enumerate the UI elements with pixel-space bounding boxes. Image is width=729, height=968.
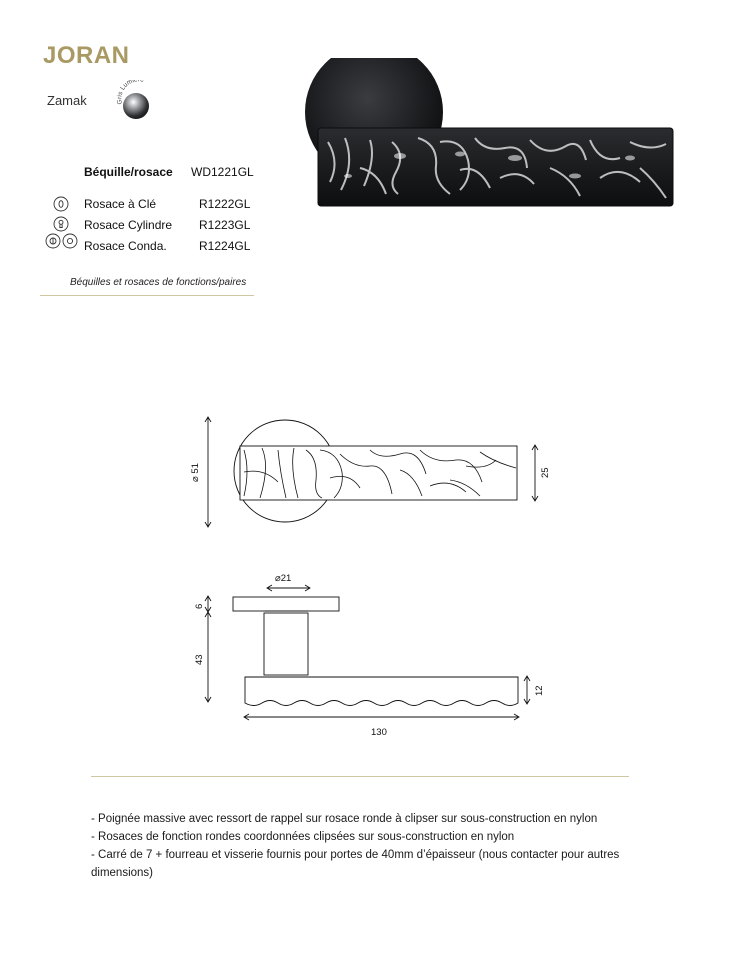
row-label-conda: Rosace Conda. <box>84 239 167 253</box>
front-view-drawing <box>180 410 560 540</box>
dim-lever-height: 25 <box>540 467 551 478</box>
dim-lever-thickness: 12 <box>534 685 545 696</box>
finish-swatch <box>112 80 162 124</box>
row-code-key: R1222GL <box>199 197 251 211</box>
row-label-cylinder: Rosace Cylindre <box>84 218 173 232</box>
product-title: JORAN <box>43 42 130 69</box>
lever-profile <box>245 677 518 706</box>
description-line-2: - Rosaces de fonction rondes coordonnées clipsées sur sous-construction en nylon <box>91 831 515 843</box>
section-divider <box>91 776 629 777</box>
table-note: Béquilles et rosaces de fonctions/paires <box>70 277 247 288</box>
product-photo <box>300 58 680 208</box>
table-header-code: WD1221GL <box>191 165 254 179</box>
dim-neck-diameter: ⌀21 <box>275 573 292 584</box>
row-label-key: Rosace à Clé <box>84 197 157 211</box>
row-code-cylinder: R1223GL <box>199 218 251 232</box>
table-header-label: Béquille/rosace <box>84 165 173 179</box>
finish-label: Gris Lumiè e <box>116 80 145 105</box>
dim-lever-length: 130 <box>371 727 387 738</box>
dim-rose-diameter: ⌀ 51 <box>190 463 201 482</box>
material-label: Zamak <box>47 93 87 108</box>
dim-neck-height: 43 <box>194 654 205 665</box>
condemnation-pair-icon <box>45 233 79 254</box>
key-circle-icon <box>53 196 69 217</box>
product-description <box>91 810 651 882</box>
rose-profile <box>233 597 339 611</box>
dim-rose-thickness: 6 <box>194 603 205 609</box>
description-line-3: - Carré de 7 + fourreau et visserie fournis pour portes de 40mm d’épaisseur (nous contacter pour autres dimensions) <box>91 849 620 879</box>
table-divider <box>40 295 254 296</box>
neck-profile <box>264 613 308 675</box>
row-code-conda: R1224GL <box>199 239 251 253</box>
description-line-1: - Poignée massive avec ressort de rappel sur rosace ronde à clipser sur sous-construction en nylon <box>91 813 598 825</box>
side-view-drawing <box>185 565 565 745</box>
